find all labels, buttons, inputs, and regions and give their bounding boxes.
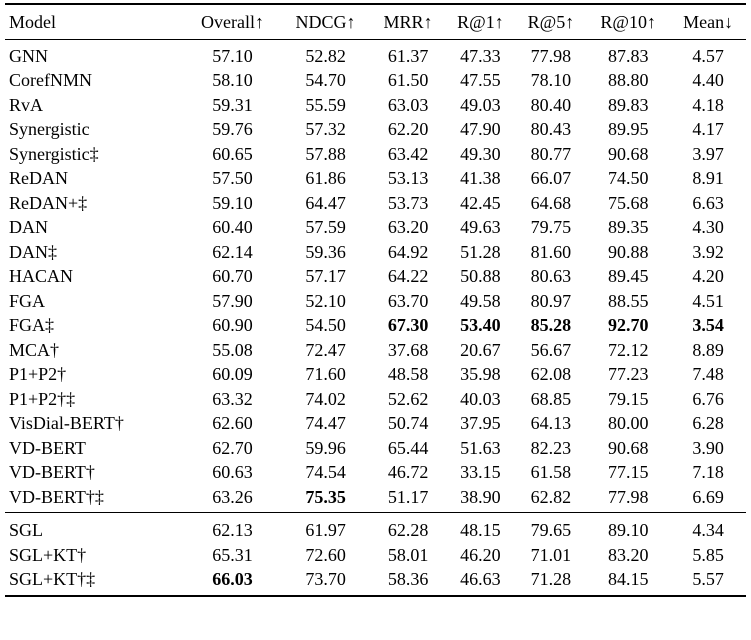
metric-cell: 3.54 (692, 315, 724, 336)
metric-cell: 46.72 (387, 462, 429, 483)
metric-cell: 82.23 (530, 437, 572, 458)
metric-cell: 6.63 (692, 192, 724, 213)
metric-cell: 71.60 (305, 364, 346, 385)
model-name-cell: CorefNMN (9, 70, 92, 91)
table-row (5, 436, 746, 461)
metric-cell: 89.35 (607, 217, 649, 238)
metric-cell: 4.30 (692, 217, 724, 238)
metric-cell: 57.50 (212, 168, 253, 189)
metric-cell: 8.91 (692, 168, 724, 189)
metric-cell: 80.97 (530, 290, 572, 311)
metric-cell: 61.97 (305, 520, 346, 541)
table-row (5, 93, 746, 118)
column-header: NDCG↑ (295, 11, 356, 32)
table-row (5, 265, 746, 290)
model-name-cell: Synergistic (9, 119, 90, 140)
metric-cell: 49.58 (460, 290, 501, 311)
metric-cell: 58.10 (212, 70, 253, 91)
metric-cell: 72.47 (305, 339, 346, 360)
metric-cell: 78.10 (530, 70, 572, 91)
metric-cell: 88.55 (607, 290, 649, 311)
table-row (5, 412, 746, 437)
metric-cell: 77.15 (607, 462, 649, 483)
column-header: R@10↑ (600, 11, 657, 32)
metric-cell: 3.92 (692, 241, 724, 262)
table-row (5, 568, 746, 597)
metric-cell: 5.85 (692, 544, 724, 565)
metric-cell: 49.03 (460, 94, 501, 115)
metric-cell: 62.20 (387, 119, 429, 140)
metric-cell: 6.28 (692, 413, 724, 434)
metric-cell: 62.60 (212, 413, 253, 434)
column-header: R@1↑ (457, 11, 504, 32)
metric-cell: 46.63 (460, 569, 501, 590)
metric-cell: 4.40 (692, 70, 724, 91)
metric-cell: 59.31 (212, 94, 253, 115)
metric-cell: 61.50 (387, 70, 429, 91)
metric-cell: 62.08 (530, 364, 572, 385)
metric-cell: 54.50 (305, 315, 346, 336)
model-name-cell: DAN (9, 217, 48, 238)
metric-cell: 52.82 (305, 45, 346, 66)
metric-cell: 4.51 (692, 290, 724, 311)
metric-cell: 87.83 (607, 45, 649, 66)
metric-cell: 85.28 (530, 315, 572, 336)
table-row (5, 240, 746, 265)
model-name-cell: VD-BERT (9, 437, 86, 458)
metric-cell: 35.98 (460, 364, 501, 385)
metric-cell: 58.01 (387, 544, 429, 565)
metric-cell: 60.09 (212, 364, 253, 385)
table-body-proposed (5, 512, 746, 596)
metric-cell: 55.59 (305, 94, 346, 115)
table-row (5, 118, 746, 143)
metric-cell: 47.90 (460, 119, 501, 140)
metric-cell: 72.60 (305, 544, 346, 565)
metric-cell: 60.70 (212, 266, 253, 287)
column-header: Mean↓ (683, 11, 734, 32)
metric-cell: 58.36 (387, 569, 429, 590)
metric-cell: 64.92 (387, 241, 429, 262)
metric-cell: 38.90 (460, 486, 501, 507)
metric-cell: 66.07 (530, 168, 572, 189)
model-name-cell: P1+P2†‡ (9, 388, 76, 409)
metric-cell: 61.58 (530, 462, 572, 483)
metric-cell: 80.00 (607, 413, 649, 434)
metric-cell: 67.30 (387, 315, 429, 336)
metric-cell: 62.13 (212, 520, 253, 541)
model-name-cell: VD-BERT† (9, 462, 95, 483)
metric-cell: 64.47 (305, 192, 346, 213)
metric-cell: 33.15 (460, 462, 501, 483)
metric-cell: 50.74 (387, 413, 429, 434)
model-name-cell: DAN‡ (9, 241, 57, 262)
metric-cell: 65.31 (212, 544, 253, 565)
metric-cell: 52.10 (305, 290, 346, 311)
table-body-baselines (5, 40, 746, 513)
table-row (5, 167, 746, 192)
metric-cell: 89.45 (607, 266, 649, 287)
model-name-cell: SGL (9, 520, 44, 541)
metric-cell: 60.40 (212, 217, 253, 238)
model-name-cell: GNN (9, 45, 48, 66)
column-header: Model (9, 11, 56, 32)
metric-cell: 90.68 (607, 437, 649, 458)
metric-cell: 75.68 (607, 192, 649, 213)
metric-cell: 4.20 (692, 266, 724, 287)
metric-cell: 62.28 (387, 520, 429, 541)
model-name-cell: ReDAN+‡ (9, 192, 88, 213)
metric-cell: 89.95 (607, 119, 649, 140)
metric-cell: 4.18 (692, 94, 724, 115)
metric-cell: 64.22 (387, 266, 429, 287)
metric-cell: 6.76 (692, 388, 724, 409)
metric-cell: 20.67 (460, 339, 501, 360)
metric-cell: 92.70 (607, 315, 649, 336)
metric-cell: 75.35 (305, 486, 346, 507)
metric-cell: 5.57 (692, 569, 724, 590)
metric-cell: 57.32 (305, 119, 346, 140)
metric-cell: 57.10 (212, 45, 253, 66)
metric-cell: 50.88 (460, 266, 501, 287)
metric-cell: 79.15 (607, 388, 649, 409)
metric-cell: 77.98 (530, 45, 572, 66)
metric-cell: 56.67 (530, 339, 572, 360)
metric-cell: 60.65 (212, 143, 253, 164)
metric-cell: 63.42 (387, 143, 429, 164)
metric-cell: 41.38 (460, 168, 501, 189)
results-table (5, 3, 746, 597)
metric-cell: 37.68 (387, 339, 429, 360)
metric-cell: 62.14 (212, 241, 253, 262)
metric-cell: 53.13 (387, 168, 429, 189)
metric-cell: 88.80 (607, 70, 649, 91)
model-name-cell: HACAN (9, 266, 74, 287)
model-name-cell: VD-BERT†‡ (9, 486, 104, 507)
metric-cell: 63.03 (387, 94, 429, 115)
metric-cell: 80.43 (530, 119, 572, 140)
metric-cell: 7.48 (692, 364, 724, 385)
metric-cell: 6.69 (692, 486, 724, 507)
metric-cell: 79.75 (530, 217, 572, 238)
metric-cell: 59.36 (305, 241, 346, 262)
metric-cell: 74.02 (305, 388, 346, 409)
table-row (5, 461, 746, 486)
metric-cell: 3.90 (692, 437, 724, 458)
header-row (5, 4, 746, 40)
model-name-cell: SGL+KT†‡ (9, 569, 96, 590)
metric-cell: 46.20 (460, 544, 501, 565)
metric-cell: 49.63 (460, 217, 501, 238)
metric-cell: 4.34 (692, 520, 724, 541)
metric-cell: 84.15 (607, 569, 649, 590)
metric-cell: 52.62 (387, 388, 429, 409)
table-row (5, 314, 746, 339)
metric-cell: 64.13 (530, 413, 572, 434)
table-row (5, 338, 746, 363)
metric-cell: 37.95 (460, 413, 501, 434)
metric-cell: 53.73 (387, 192, 429, 213)
metric-cell: 90.88 (607, 241, 649, 262)
metric-cell: 89.10 (607, 520, 649, 541)
metric-cell: 51.28 (460, 241, 501, 262)
metric-cell: 64.68 (530, 192, 572, 213)
metric-cell: 63.20 (387, 217, 429, 238)
table-row (5, 216, 746, 241)
metric-cell: 81.60 (530, 241, 572, 262)
model-name-cell: VisDial-BERT† (9, 413, 124, 434)
metric-cell: 74.50 (607, 168, 649, 189)
table-row (5, 485, 746, 512)
metric-cell: 80.63 (530, 266, 572, 287)
metric-cell: 77.23 (607, 364, 649, 385)
metric-cell: 66.03 (212, 569, 253, 590)
table-row (5, 142, 746, 167)
metric-cell: 60.63 (212, 462, 253, 483)
model-name-cell: FGA (9, 290, 46, 311)
metric-cell: 65.44 (387, 437, 429, 458)
metric-cell: 8.89 (692, 339, 724, 360)
metric-cell: 83.20 (607, 544, 649, 565)
metric-cell: 59.96 (305, 437, 346, 458)
metric-cell: 68.85 (530, 388, 572, 409)
metric-cell: 62.70 (212, 437, 253, 458)
metric-cell: 63.26 (212, 486, 253, 507)
metric-cell: 72.12 (607, 339, 649, 360)
model-name-cell: MCA† (9, 339, 60, 360)
metric-cell: 62.82 (530, 486, 572, 507)
metric-cell: 4.57 (692, 45, 724, 66)
model-name-cell: FGA‡ (9, 315, 55, 336)
table-row (5, 40, 746, 69)
metric-cell: 74.47 (305, 413, 346, 434)
metric-cell: 89.83 (607, 94, 649, 115)
metric-cell: 80.40 (530, 94, 572, 115)
column-header: MRR↑ (383, 11, 433, 32)
table-row (5, 387, 746, 412)
model-name-cell: Synergistic‡ (9, 143, 99, 164)
metric-cell: 63.32 (212, 388, 253, 409)
table-row (5, 512, 746, 543)
metric-cell: 74.54 (305, 462, 346, 483)
metric-cell: 63.70 (387, 290, 429, 311)
metric-cell: 51.17 (387, 486, 429, 507)
metric-cell: 59.76 (212, 119, 253, 140)
table-row (5, 69, 746, 94)
column-header: Overall↑ (201, 11, 264, 32)
metric-cell: 59.10 (212, 192, 253, 213)
metric-cell: 48.15 (460, 520, 501, 541)
metric-cell: 51.63 (460, 437, 501, 458)
metric-cell: 61.37 (387, 45, 429, 66)
metric-cell: 4.17 (692, 119, 724, 140)
metric-cell: 77.98 (607, 486, 649, 507)
metric-cell: 80.77 (530, 143, 572, 164)
table-row (5, 191, 746, 216)
metric-cell: 7.18 (692, 462, 724, 483)
metric-cell: 90.68 (607, 143, 649, 164)
metric-cell: 53.40 (460, 315, 501, 336)
metric-cell: 42.45 (460, 192, 501, 213)
metric-cell: 61.86 (305, 168, 346, 189)
metric-cell: 57.59 (305, 217, 346, 238)
metric-cell: 57.17 (305, 266, 346, 287)
model-name-cell: SGL+KT† (9, 544, 87, 565)
metric-cell: 73.70 (305, 569, 346, 590)
metric-cell: 3.97 (692, 143, 724, 164)
metric-cell: 54.70 (305, 70, 346, 91)
metric-cell: 47.33 (460, 45, 501, 66)
column-header: R@5↑ (527, 11, 575, 32)
metric-cell: 71.28 (530, 569, 572, 590)
metric-cell: 55.08 (212, 339, 253, 360)
model-name-cell: RvA (9, 94, 44, 115)
table-row (5, 543, 746, 568)
metric-cell: 71.01 (530, 544, 572, 565)
metric-cell: 47.55 (460, 70, 501, 91)
table-row (5, 363, 746, 388)
metric-cell: 57.88 (305, 143, 346, 164)
metric-cell: 48.58 (387, 364, 429, 385)
table-row (5, 289, 746, 314)
model-name-cell: ReDAN (9, 168, 68, 189)
metric-cell: 60.90 (212, 315, 253, 336)
metric-cell: 40.03 (460, 388, 501, 409)
model-name-cell: P1+P2† (9, 364, 67, 385)
metric-cell: 57.90 (212, 290, 253, 311)
metric-cell: 49.30 (460, 143, 501, 164)
table-header (5, 4, 746, 40)
metric-cell: 79.65 (530, 520, 572, 541)
